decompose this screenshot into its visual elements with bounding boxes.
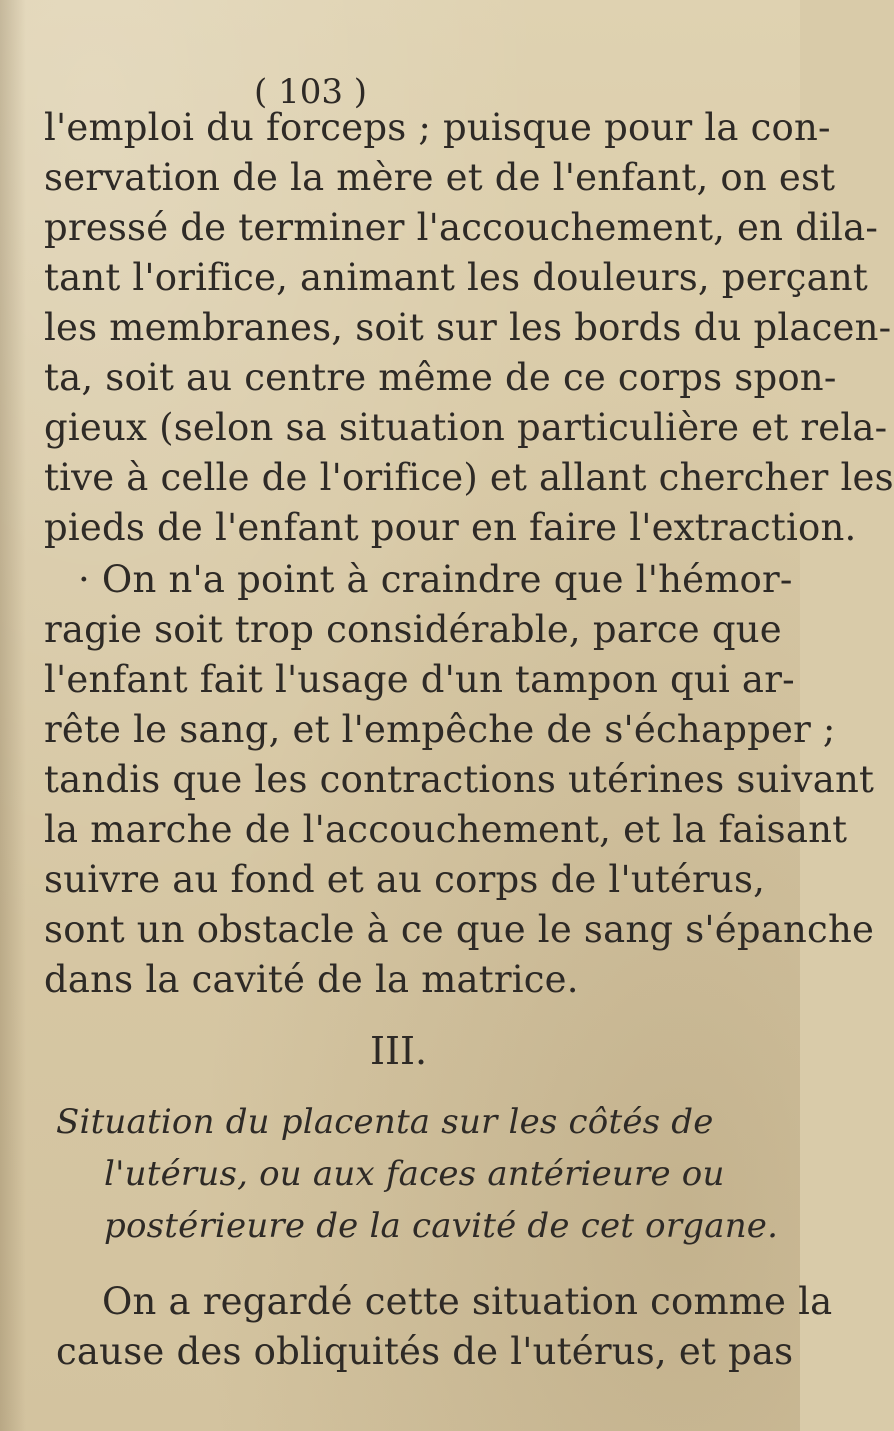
- text-line: les membranes, soit sur les bords du placen-: [44, 306, 892, 349]
- text-line: dans la cavité de la matrice.: [44, 958, 579, 1001]
- text-line: tandis que les contractions utérines suivant: [44, 758, 875, 801]
- section-title-line: postérieure de la cavité de cet organe.: [104, 1206, 779, 1246]
- text-line: rête le sang, et l'empêche de s'échapper ;: [44, 708, 836, 751]
- text-line: cause des obliquités de l'utérus, et pas: [56, 1330, 794, 1373]
- text-line: gieux (selon sa situation particulière et rela-: [44, 406, 888, 449]
- text-line: · On n'a point à craindre que l'hémor-: [78, 558, 793, 601]
- text-line: tant l'orifice, animant les douleurs, perçant: [44, 256, 868, 299]
- text-line: servation de la mère et de l'enfant, on est: [44, 156, 836, 199]
- text-line: suivre au fond et au corps de l'utérus,: [44, 858, 766, 901]
- text-line: sont un obstacle à ce que le sang s'épanche: [44, 908, 875, 951]
- section-number: III.: [370, 1029, 428, 1073]
- page-shadow-edge: [0, 0, 26, 1431]
- text-line: On a regardé cette situation comme la: [102, 1280, 833, 1323]
- text-line: ragie soit trop considérable, parce que: [44, 608, 782, 651]
- section-title-line: l'utérus, ou aux faces antérieure ou: [104, 1154, 725, 1194]
- page-number: ( 103 ): [254, 72, 368, 112]
- text-line: ta, soit au centre même de ce corps spon-: [44, 356, 837, 399]
- section-title-line: Situation du placenta sur les côtés de: [56, 1102, 714, 1142]
- text-line: pressé de terminer l'accouchement, en dila-: [44, 206, 879, 249]
- text-line: l'enfant fait l'usage d'un tampon qui ar-: [44, 658, 795, 701]
- text-line: l'emploi du forceps ; puisque pour la con-: [44, 106, 831, 149]
- text-line: la marche de l'accouchement, et la faisant: [44, 808, 848, 851]
- text-line: pieds de l'enfant pour en faire l'extraction.: [44, 506, 857, 549]
- text-line: tive à celle de l'orifice) et allant chercher les: [44, 456, 894, 499]
